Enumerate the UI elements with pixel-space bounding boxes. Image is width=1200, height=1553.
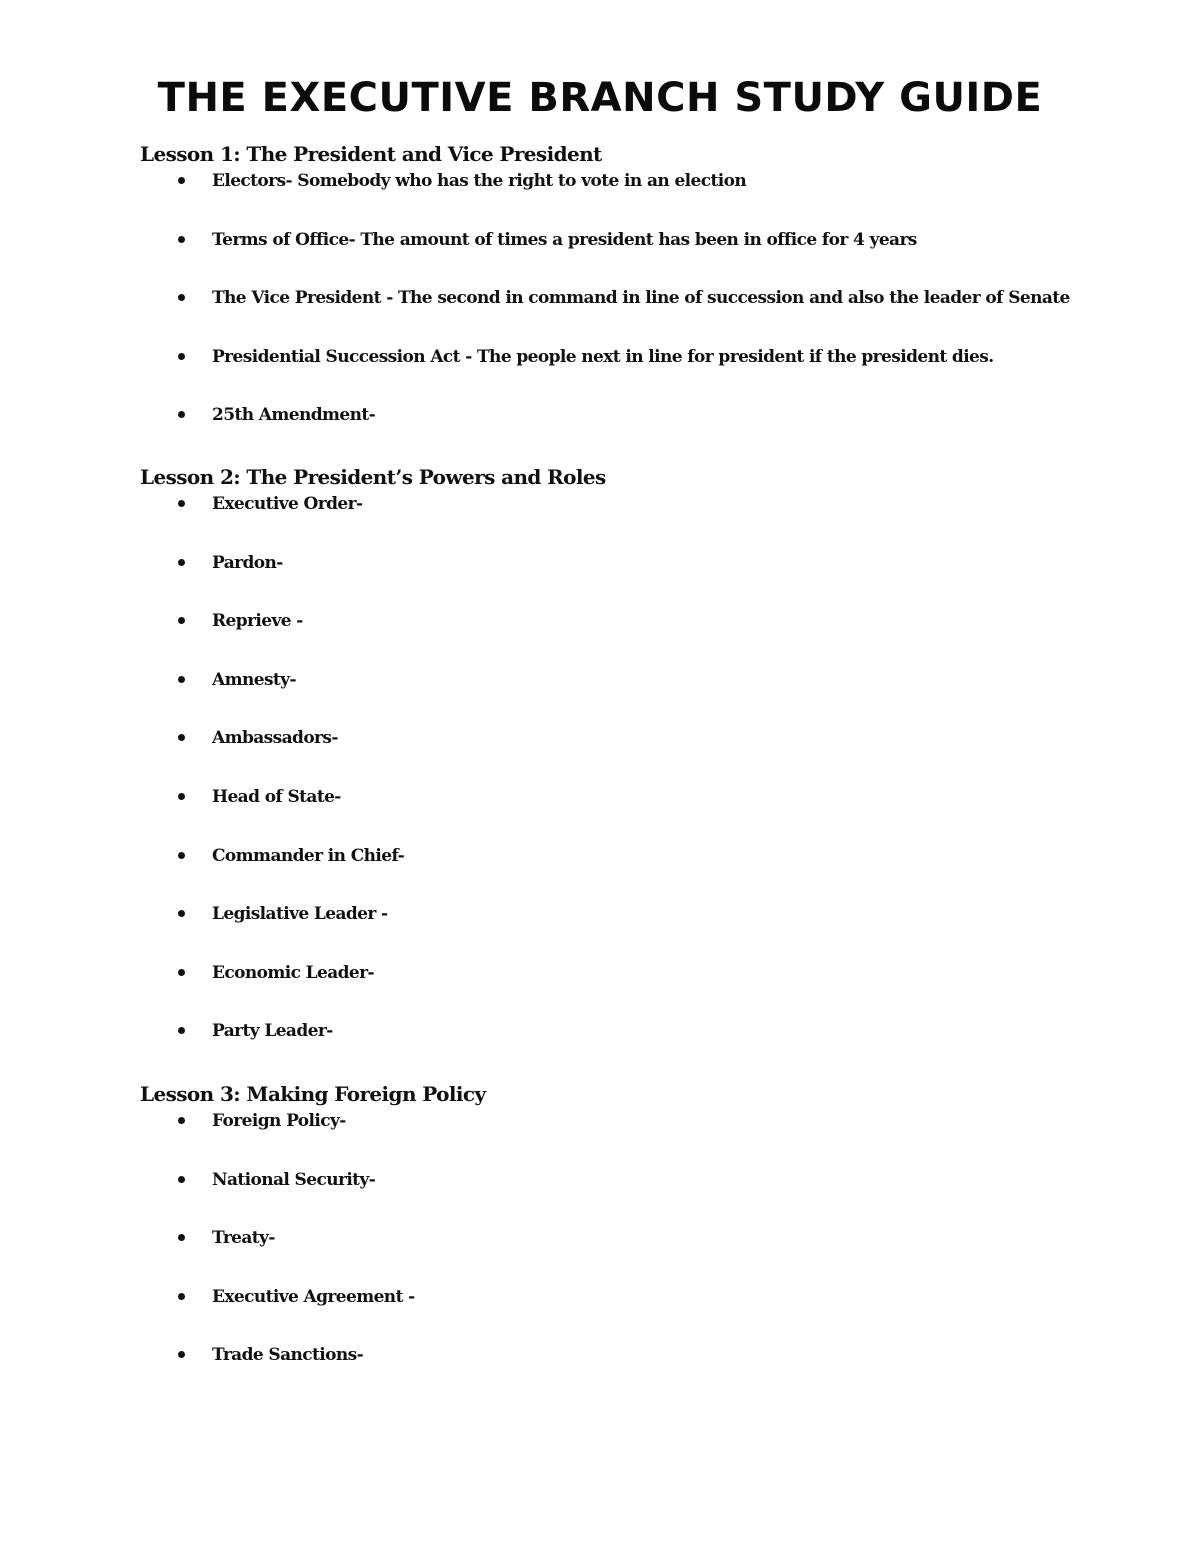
term-text: Treaty- [212, 1228, 275, 1249]
bullet-icon [178, 676, 185, 683]
term-text: Ambassadors- [212, 728, 338, 749]
term-text: Reprieve - [212, 611, 303, 632]
term-text: Commander in Chief- [212, 845, 405, 866]
list-item [140, 1167, 1080, 1226]
bullet-icon [178, 617, 185, 624]
list-item [140, 491, 1080, 550]
bullet-icon [178, 969, 185, 976]
list-item [140, 1225, 1080, 1284]
bullet-icon [178, 1027, 185, 1034]
list-item [140, 285, 1080, 344]
term-text: Legislative Leader - [212, 904, 388, 925]
bullet-icon [178, 852, 185, 859]
term-text: Executive Agreement - [212, 1286, 415, 1307]
section-lesson-2 [140, 463, 1080, 1077]
bullet-icon [178, 294, 185, 301]
term-text: Terms of Office- The amount of times a president has been in office for 4 years [212, 229, 917, 250]
term-text: Head of State- [212, 786, 341, 807]
list-item [140, 1018, 1080, 1077]
bullet-icon [178, 1234, 185, 1241]
section-lesson-3 [140, 1080, 1080, 1401]
section-heading: Lesson 2: The President’s Powers and Roles [140, 465, 606, 489]
bullet-icon [178, 793, 185, 800]
bullet-icon [178, 1117, 185, 1124]
section-lesson-1 [140, 140, 1080, 461]
term-list [140, 168, 1080, 461]
document-title: THE EXECUTIVE BRANCH STUDY GUIDE [157, 75, 1043, 121]
list-item [140, 168, 1080, 227]
bullet-icon [178, 1351, 185, 1358]
term-list [140, 1108, 1080, 1401]
bullet-icon [178, 236, 185, 243]
list-item [140, 725, 1080, 784]
bullet-icon [178, 734, 185, 741]
bullet-icon [178, 500, 185, 507]
term-list [140, 491, 1080, 1077]
section-heading: Lesson 3: Making Foreign Policy [140, 1082, 486, 1106]
list-item [140, 667, 1080, 726]
list-item [140, 843, 1080, 902]
list-item [140, 960, 1080, 1019]
list-item [140, 608, 1080, 667]
bullet-icon [178, 177, 185, 184]
term-text: Presidential Succession Act - The people next in line for president if the president dies. [212, 346, 994, 367]
term-text: Trade Sanctions- [212, 1345, 364, 1366]
bullet-icon [178, 910, 185, 917]
term-text: Amnesty- [212, 669, 296, 690]
term-text: Pardon- [212, 552, 283, 573]
bullet-icon [178, 1293, 185, 1300]
list-item [140, 901, 1080, 960]
list-item [140, 402, 1080, 461]
list-item [140, 1108, 1080, 1167]
term-text: Party Leader- [212, 1021, 333, 1042]
list-item [140, 1342, 1080, 1401]
term-text: Executive Order- [212, 494, 363, 514]
term-text: Economic Leader- [212, 962, 374, 983]
list-item [140, 550, 1080, 609]
term-text: National Security- [212, 1169, 376, 1190]
bullet-icon [178, 1176, 185, 1183]
list-item [140, 227, 1080, 286]
term-text: Foreign Policy- [212, 1111, 346, 1131]
bullet-icon [178, 411, 185, 418]
section-heading: Lesson 1: The President and Vice President [140, 142, 602, 166]
term-text: Electors- Somebody who has the right to vote in an election [212, 171, 747, 191]
term-text: 25th Amendment- [212, 405, 376, 426]
bullet-icon [178, 559, 185, 566]
list-item [140, 1284, 1080, 1343]
list-item [140, 344, 1080, 403]
bullet-icon [178, 353, 185, 360]
term-text: The Vice President - The second in command in line of succession and also the leader of Senate [212, 288, 1070, 309]
list-item [140, 784, 1080, 843]
